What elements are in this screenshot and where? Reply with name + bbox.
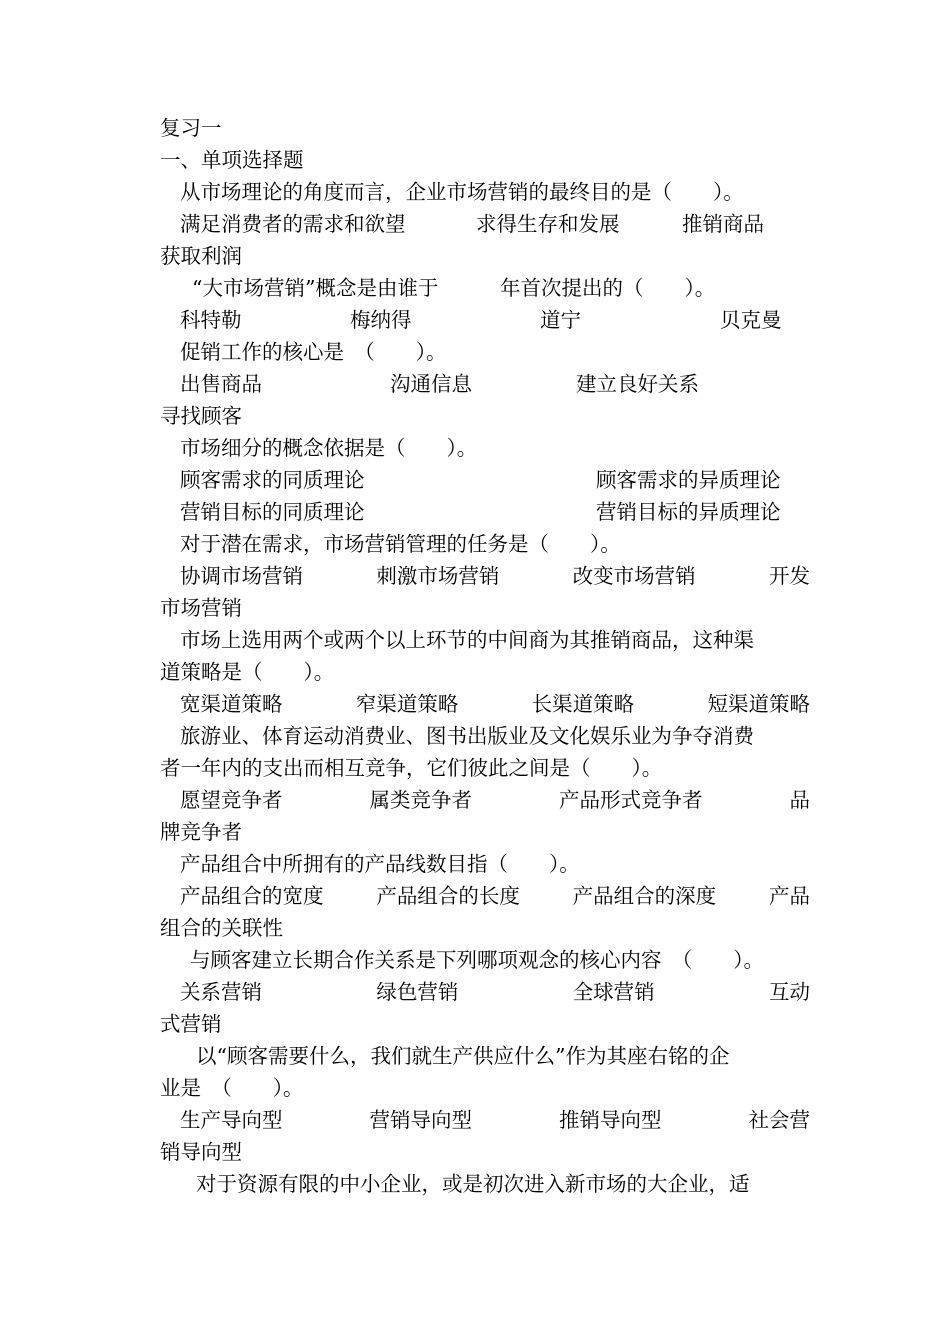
question-8-stem: 产品组合中所拥有的产品线数目指（ ）。 [180, 852, 580, 876]
option-c: 长渠道策略 [531, 692, 635, 716]
option-b: 绿色营销 [376, 980, 459, 1004]
question-8-options [160, 880, 810, 912]
option-d-continued: 牌竞争者 [160, 820, 242, 844]
option-a: 协调市场营销 [180, 564, 303, 588]
option-d: 寻找顾客 [160, 404, 242, 428]
option-b: 梅纳得 [350, 308, 412, 332]
question-10-stem-line-2: 业是 （ ）。 [160, 1076, 304, 1100]
option-c: 营销目标的同质理论 [180, 500, 365, 524]
question-9-stem: 与顾客建立长期合作关系是下列哪项观念的核心内容 （ ）。 [190, 948, 764, 972]
option-a: 科特勒 [180, 308, 242, 332]
document-title: 复习一 [160, 116, 222, 140]
option-d-continued: 市场营销 [160, 596, 242, 620]
question-10-stem-line-1: 以“顾客需要什么，我们就生产供应什么”作为其座右铭的企 [196, 1044, 730, 1068]
option-b: 营销导向型 [369, 1108, 472, 1132]
option-c: 建立良好关系 [576, 372, 699, 396]
option-c: 产品组合的深度 [572, 884, 717, 908]
question-2-options [160, 304, 810, 336]
option-a: 出售商品 [180, 372, 262, 396]
option-d: 开发 [768, 564, 810, 588]
option-b: 产品组合的长度 [376, 884, 520, 908]
option-c: 改变市场营销 [572, 564, 696, 588]
question-4-options-row-1 [160, 464, 810, 496]
option-c: 推销商品 [682, 212, 764, 236]
option-a: 顾客需求的同质理论 [180, 468, 365, 492]
question-9-options [160, 976, 810, 1008]
option-d: 品 [789, 788, 810, 812]
question-11-stem: 对于资源有限的中小企业，或是初次进入新市场的大企业，适 [196, 1172, 750, 1196]
question-5-stem: 对于潜在需求，市场营销管理的任务是（ ）。 [180, 532, 621, 556]
question-3-stem: 促销工作的核心是 （ ）。 [180, 340, 447, 364]
option-a: 满足消费者的需求和欲望 [180, 212, 406, 236]
document-page [160, 112, 810, 1200]
question-1-options [160, 208, 810, 240]
option-b: 刺激市场营销 [376, 564, 500, 588]
option-c: 道宁 [540, 308, 581, 332]
question-10-options [160, 1104, 810, 1136]
option-b: 沟通信息 [390, 372, 472, 396]
option-a: 生产导向型 [180, 1108, 283, 1132]
option-d: 社会营 [748, 1108, 810, 1132]
option-b: 属类竞争者 [369, 788, 472, 812]
option-a: 愿望竞争者 [180, 788, 283, 812]
option-c: 全球营销 [572, 980, 655, 1004]
option-d-continued: 销导向型 [160, 1140, 242, 1164]
option-b: 顾客需求的异质理论 [596, 468, 781, 492]
option-d: 短渠道策略 [707, 692, 810, 716]
option-a: 宽渠道策略 [180, 692, 283, 716]
option-d: 获取利润 [160, 244, 242, 268]
section-heading: 一、单项选择题 [160, 148, 304, 172]
option-d-continued: 组合的关联性 [160, 916, 283, 940]
question-4-options-row-2 [160, 496, 810, 528]
option-c: 推销导向型 [559, 1108, 662, 1132]
option-d-continued: 式营销 [160, 1012, 222, 1036]
option-c: 产品形式竞争者 [559, 788, 703, 812]
option-d: 互动 [768, 980, 810, 1004]
question-7-stem-line-1: 旅游业、体育运动消费业、图书出版业及文化娱乐业为争夺消费 [180, 724, 754, 748]
question-2-stem: “大市场营销”概念是由谁于 年首次提出的（ ）。 [192, 276, 716, 300]
question-6-options [160, 688, 810, 720]
option-a: 关系营销 [180, 980, 262, 1004]
question-5-options [160, 560, 810, 592]
option-b: 窄渠道策略 [355, 692, 459, 716]
question-1-stem: 从市场理论的角度而言，企业市场营销的最终目的是（ ）。 [180, 180, 744, 204]
question-7-stem-line-2: 者一年内的支出而相互竞争，它们彼此之间是（ ）。 [160, 756, 663, 780]
question-6-stem-line-2: 道策略是（ ）。 [160, 660, 335, 684]
option-d: 营销目标的异质理论 [596, 500, 781, 524]
option-d: 贝克曼 [720, 308, 782, 332]
question-3-options [160, 368, 810, 400]
question-7-options [160, 784, 810, 816]
question-4-stem: 市场细分的概念依据是（ ）。 [180, 436, 478, 460]
question-6-stem-line-1: 市场上选用两个或两个以上环节的中间商为其推销商品，这种渠 [180, 628, 754, 652]
option-d: 产品 [768, 884, 810, 908]
option-b: 求得生存和发展 [476, 212, 620, 236]
option-a: 产品组合的宽度 [180, 884, 324, 908]
